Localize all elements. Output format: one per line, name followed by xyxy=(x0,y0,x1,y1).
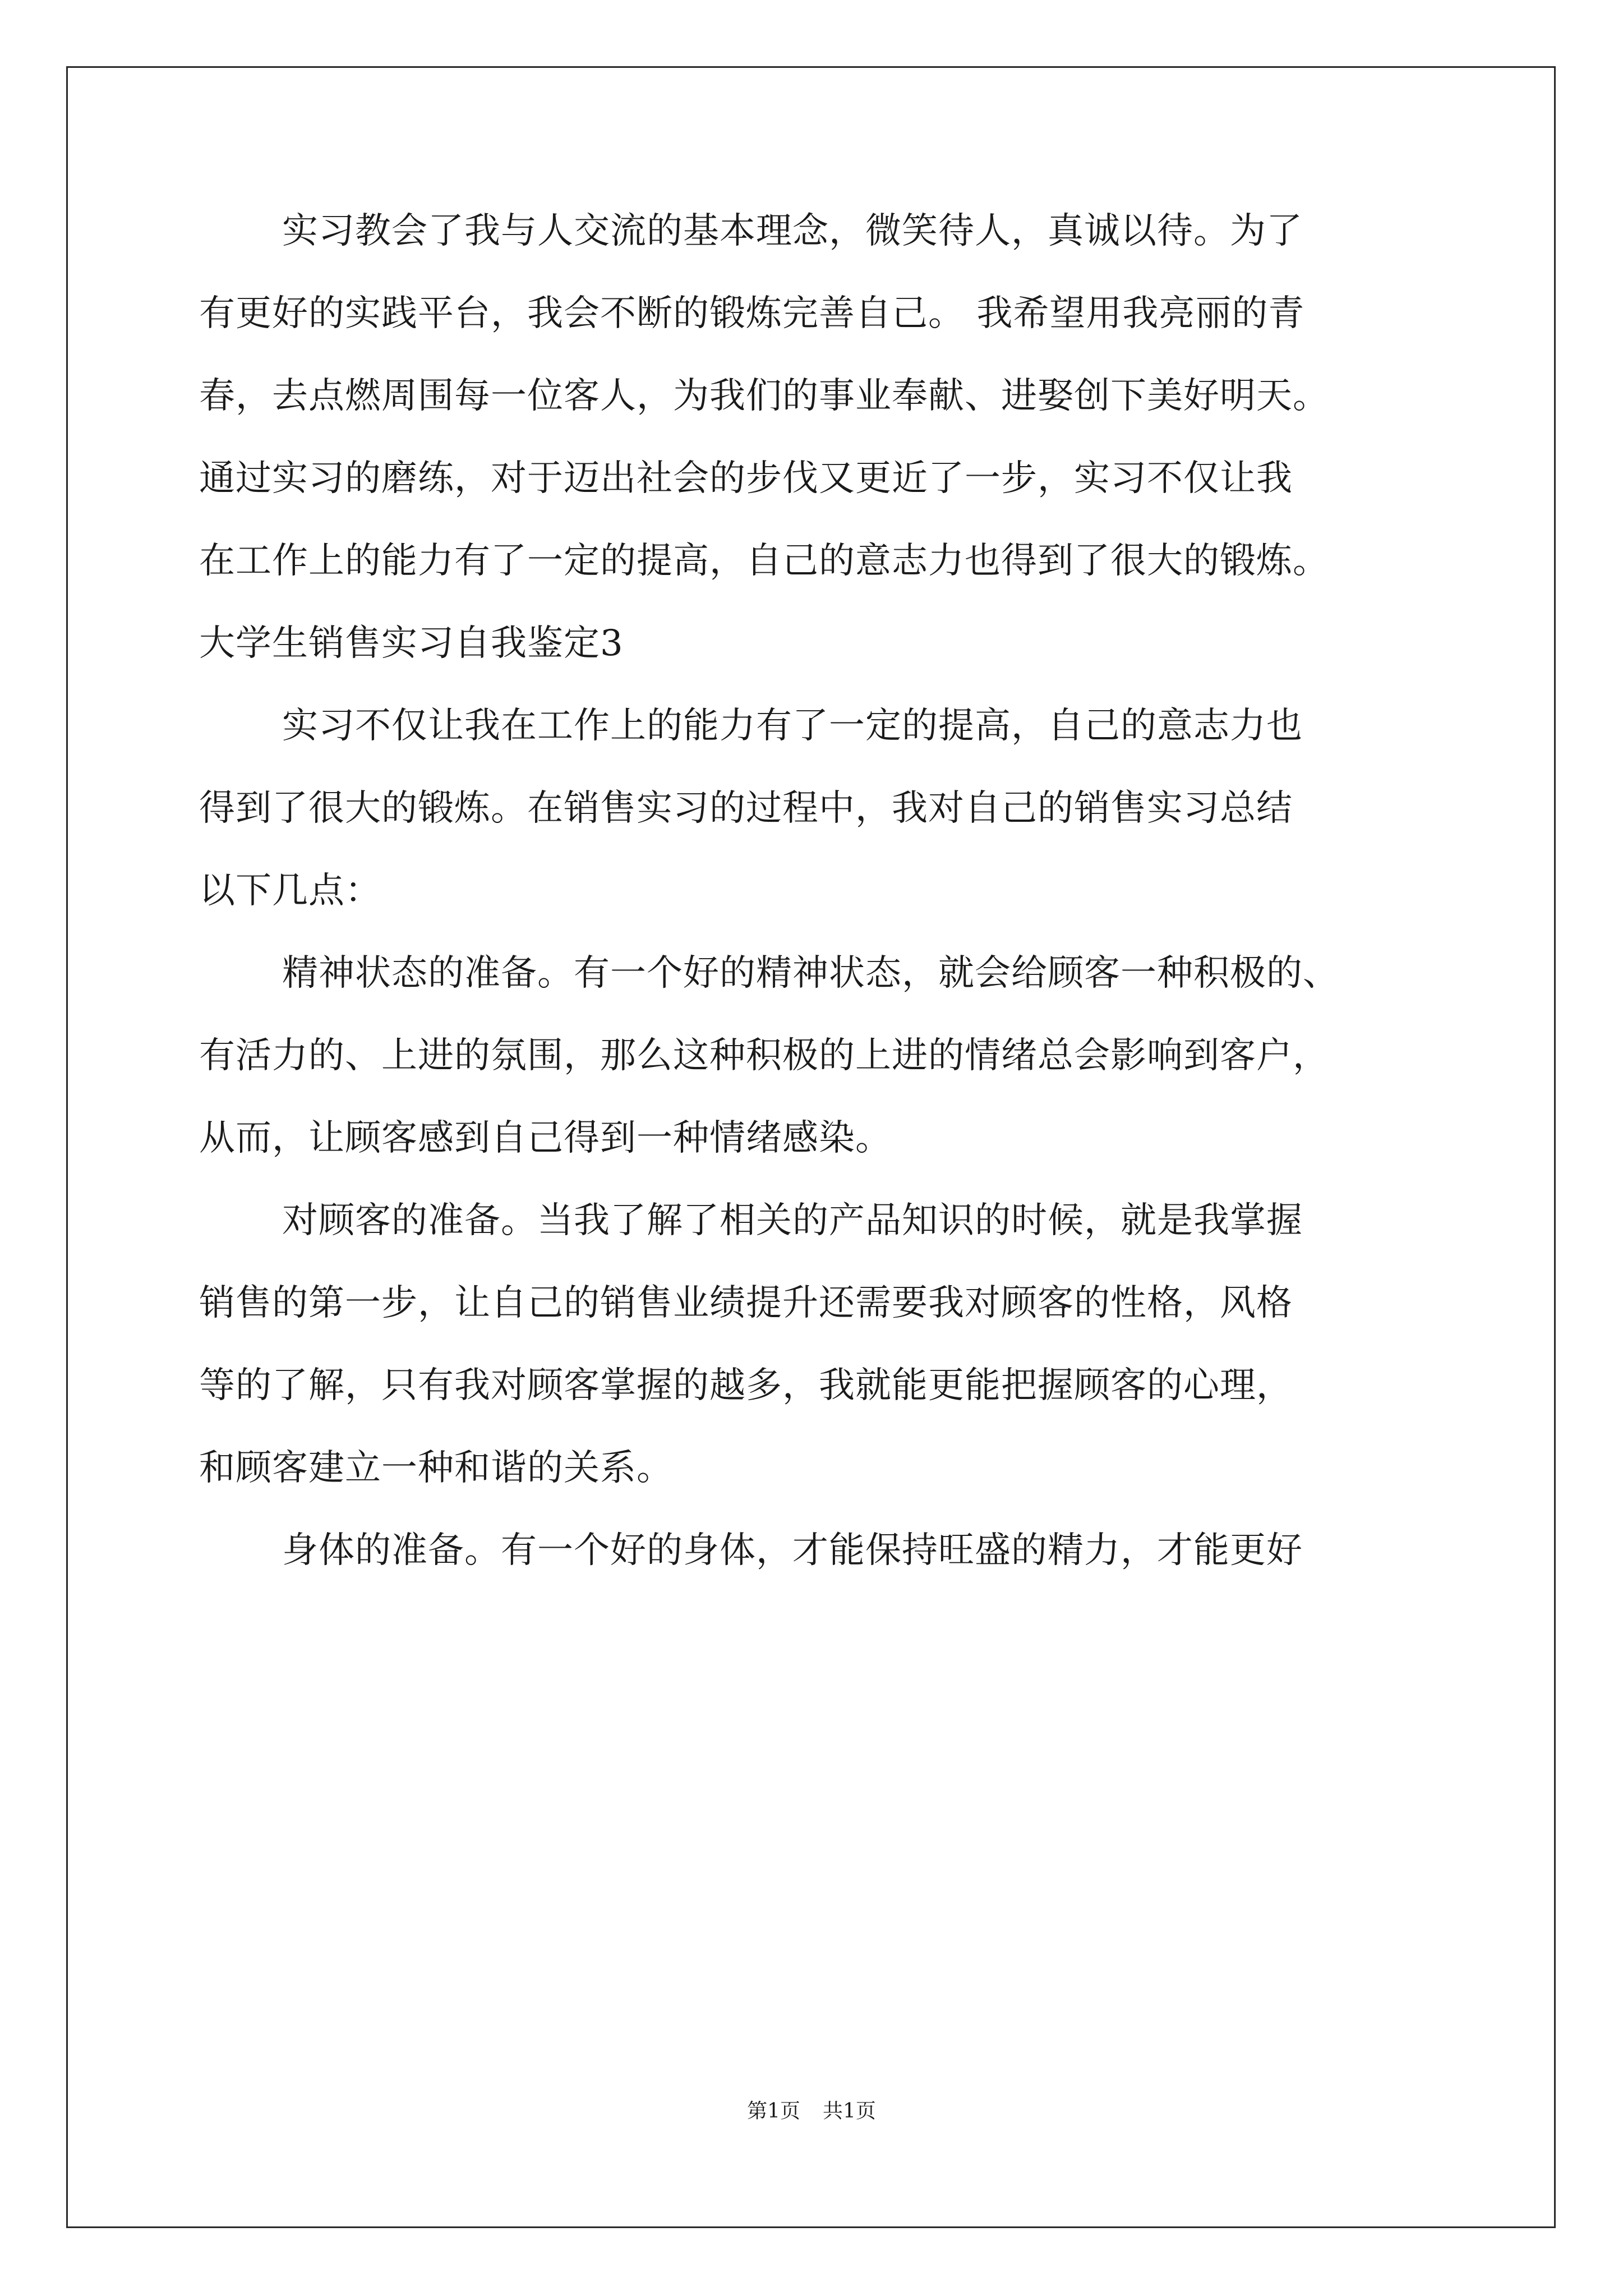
paragraph-3-line-1: 精神状态的准备。有一个好的精神状态，就会给顾客一种积极的、 xyxy=(282,953,1339,994)
paragraph-1-line-4: 通过实习的磨练，对于迈出社会的步伐又更近了一步，实习不仅让我 xyxy=(199,458,1293,499)
paragraph-3-line-3: 从而，让顾客感到自己得到一种情绪感染。 xyxy=(199,1117,892,1159)
paragraph-3-line-2: 有活力的、上进的氛围，那么这种积极的上进的情绪总会影响到客户， xyxy=(199,1035,1329,1076)
paragraph-1-line-1: 实习教会了我与人交流的基本理念，微笑待人，真诚以待。为了 xyxy=(282,210,1303,252)
paragraph-4-line-4: 和顾客建立一种和谐的关系。 xyxy=(199,1447,673,1489)
paragraph-1-line-2: 有更好的实践平台，我会不断的锻炼完善自己。 我希望用我亮丽的青 xyxy=(199,293,1305,334)
paragraph-4-line-2: 销售的第一步，让自己的销售业绩提升还需要我对顾客的性格，风格 xyxy=(199,1282,1293,1324)
page-footer xyxy=(0,2098,1623,2125)
page-number-current: 第1页 xyxy=(747,2100,800,2123)
paragraph-4-line-1: 对顾客的准备。当我了解了相关的产品知识的时候，就是我掌握 xyxy=(282,1200,1303,1241)
paragraph-2-line-2: 得到了很大的锻炼。在销售实习的过程中，我对自己的销售实习总结 xyxy=(199,788,1293,829)
paragraph-2-line-3: 以下几点： xyxy=(199,870,381,912)
section-heading: 大学生销售实习自我鉴定3 xyxy=(199,623,624,664)
paragraph-5-line-1: 身体的准备。有一个好的身体，才能保持旺盛的精力，才能更好 xyxy=(282,1530,1303,1571)
paragraph-1-line-5: 在工作上的能力有了一定的提高，自己的意志力也得到了很大的锻炼。 xyxy=(199,540,1329,582)
paragraph-4-line-3: 等的了解，只有我对顾客掌握的越多，我就能更能把握顾客的心理， xyxy=(199,1365,1293,1406)
paragraph-2-line-1: 实习不仅让我在工作上的能力有了一定的提高，自己的意志力也 xyxy=(282,705,1303,747)
paragraph-1-line-3: 春，去点燃周围每一位客人，为我们的事业奉献、进娶创下美好明天。 xyxy=(199,375,1329,417)
page-number-total: 共1页 xyxy=(823,2100,876,2123)
